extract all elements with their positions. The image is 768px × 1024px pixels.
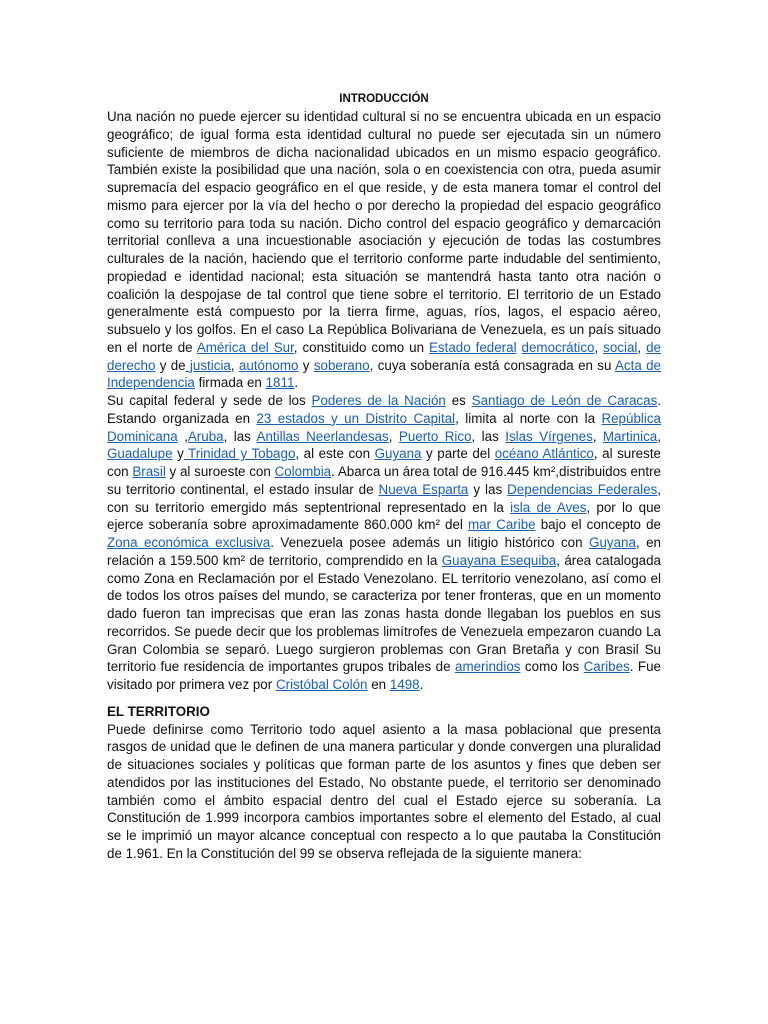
intro-paragraph: [107, 108, 661, 392]
hyperlink[interactable]: autónomo: [238, 357, 299, 373]
body-text: como los: [520, 659, 584, 675]
body-text: .: [419, 677, 424, 692]
hyperlink[interactable]: Martinica: [602, 428, 658, 444]
document-page: [107, 91, 661, 863]
body-text: y las: [468, 481, 508, 497]
body-text: , las: [471, 428, 506, 444]
capital-paragraph: [107, 392, 661, 694]
body-text: Su capital federal y sede de los: [107, 393, 312, 408]
body-text: , las: [223, 428, 257, 444]
hyperlink[interactable]: Guyana: [589, 535, 636, 550]
body-text: ,: [657, 428, 661, 444]
hyperlink[interactable]: 1498: [389, 677, 420, 692]
body-text: , al este con: [295, 446, 375, 462]
hyperlink[interactable]: democrático: [521, 339, 595, 355]
body-text: . Estando organizada en: [107, 393, 661, 426]
hyperlink[interactable]: Dependencias Federales: [507, 481, 658, 497]
document-title: INTRODUCCIÓN: [339, 93, 429, 105]
hyperlink[interactable]: Islas Vírgenes: [505, 428, 593, 444]
hyperlink[interactable]: Caribes: [583, 659, 630, 675]
body-text: .: [294, 375, 299, 391]
hyperlink[interactable]: Colombia: [274, 464, 332, 479]
body-text: y al suroeste con: [165, 464, 275, 479]
hyperlink[interactable]: mar Caribe: [468, 517, 536, 533]
hyperlink[interactable]: Brasil: [132, 464, 166, 479]
body-text: bajo el concepto de: [535, 517, 661, 533]
territorio-paragraph: [107, 721, 661, 863]
hyperlink[interactable]: América del Sur: [196, 339, 294, 355]
body-text: ,: [637, 339, 647, 355]
body-text: es: [445, 393, 472, 408]
hyperlink[interactable]: Aruba: [187, 428, 224, 444]
body-text: . Abarca un área total de 916.445 km²,distribuidos entre su territorio continental, el estado insular de: [107, 464, 662, 497]
hyperlink[interactable]: Guadalupe: [107, 446, 173, 462]
body-text: , al sureste con: [107, 446, 661, 479]
body-text: y: [172, 446, 184, 462]
body-text: ,: [230, 357, 239, 373]
hyperlink[interactable]: soberano: [313, 357, 370, 373]
hyperlink[interactable]: amerindios: [455, 659, 521, 675]
hyperlink[interactable]: Nueva Esparta: [378, 481, 469, 497]
hyperlink[interactable]: de derecho: [107, 339, 661, 373]
hyperlink[interactable]: 1811: [265, 375, 295, 391]
body-text: . Fue visitado por primera vez por: [107, 659, 661, 692]
body-text: y de: [155, 357, 186, 373]
hyperlink[interactable]: Cristóbal Colón: [275, 677, 368, 692]
hyperlink[interactable]: Puerto Rico: [398, 428, 472, 444]
hyperlink[interactable]: social: [603, 339, 638, 355]
hyperlink[interactable]: isla de Aves: [510, 499, 587, 515]
body-text: . Venezuela posee además un litigio histórico con: [270, 535, 590, 550]
hyperlink[interactable]: Zona económica exclusiva: [107, 535, 271, 550]
body-text: firmada en: [194, 375, 266, 391]
section-heading: EL TERRITORIO: [107, 703, 210, 719]
body-text: ,: [592, 428, 603, 444]
hyperlink[interactable]: República Dominicana: [107, 410, 661, 444]
body-text: ,: [594, 339, 604, 355]
body-text: y parte del: [421, 446, 495, 462]
body-text: , con su territorio emergido más septentrional representado en la: [107, 481, 661, 515]
hyperlink[interactable]: Guyana: [374, 446, 422, 462]
body-text: , limita al norte con la: [455, 410, 602, 426]
hyperlink[interactable]: Antillas Neerlandesas: [256, 428, 389, 444]
body-text: ,: [388, 428, 399, 444]
body-text: , en relación a 159.500 km² de territorio, comprendido en la: [107, 535, 661, 568]
body-text: , área catalogada como Zona en Reclamación por el Estado Venezolano. EL territorio venezolano, así como el de todos los otros países del mundo, se caracteriza por tener fronteras, que en un momento dado fueron tan imprecisas que eran las zonas hasta donde llegaban los pueblos en sus recorridos. Se puede decir que los problemas limítrofes de Venezuela empezaron cuando La Gran Colombia se separó. Luego surgieron problemas con Gran Bretaña y con Brasil Su territorio fue residencia de importantes grupos tribales de: [107, 552, 662, 675]
body-text: Puede definirse como Territorio todo aquel asiento a la masa poblacional que presenta rasgos de unidad que le definen de una manera particular y donde convergen una pluralidad de situaciones sociales y políticas que forman parte de los asuntos y fines que deben ser atendidos por las instituciones del Estado, No obstante puede, el territorio ser denominado también como el ámbito espacial dentro del cual el Estado ejerce su soberanía. La Constitución de 1.999 incorpora cambios importantes sobre el elemento del Estado, al cual se le imprimió un mayor alcance conceptual con respecto a lo que pautaba la Constitución de 1.961. En la Constitución del 99 se observa reflejada de la siguiente manera:: [107, 721, 661, 861]
hyperlink[interactable]: justicia: [185, 357, 231, 373]
hyperlink[interactable]: Estado federal: [428, 339, 517, 355]
hyperlink[interactable]: Guayana Esequiba: [441, 552, 557, 568]
hyperlink[interactable]: Poderes de la Nación: [311, 393, 446, 408]
body-text: , por lo que ejerce soberanía sobre aproximadamente 860.000 km² del: [107, 499, 661, 533]
body-text: y: [298, 357, 314, 373]
body-text: ,: [177, 428, 188, 444]
body-text: , constituido como un: [293, 339, 429, 355]
body-text: , cuya soberanía está consagrada en su: [369, 357, 615, 373]
hyperlink[interactable]: 23 estados y un Distrito Capital: [256, 410, 456, 426]
hyperlink[interactable]: océano Atlántico: [494, 446, 594, 462]
body-text: Una nación no puede ejercer su identidad cultural si no se encuentra ubicada en un espacio geográfico; de igual forma esta identidad cultural no puede ser ejecutada sin un número suficiente de miembros de dicha nacionalidad ubicados en un mismo espacio geográfico. También existe la posibilidad que una nación, sola o en coexistencia con otra, pueda asumir supremacía del espacio geográfico en el que reside, y de esta manera tomar el control del mismo para ejercer por la vía del hecho o por derecho la propiedad del espacio geográfico como su territorio para toda su nación. Dicho control del espacio geográfico y demarcación territorial conlleva a una incuestionable asociación y ejecución de todas las costumbres culturales de la nación, haciendo que el territorio conforme parte indudable del sentimiento, propiedad e identidad nacional; esta situación se mantendrá hasta tanto otra nación o coalición la despojase de tal control que tiene sobre el territorio. El territorio de un Estado generalmente está compuesto por la tierra firme, aguas, ríos, lagos, el espacio aéreo, subsuelo y los golfos. En el caso La República Bolivariana de Venezuela, es un país situado en el norte de: [107, 109, 661, 355]
hyperlink[interactable]: Santiago de León de Caracas: [471, 393, 658, 408]
body-text: en: [367, 677, 390, 692]
hyperlink[interactable]: Acta de Independencia: [107, 357, 662, 391]
hyperlink[interactable]: Trinidad y Tobago: [183, 446, 296, 462]
